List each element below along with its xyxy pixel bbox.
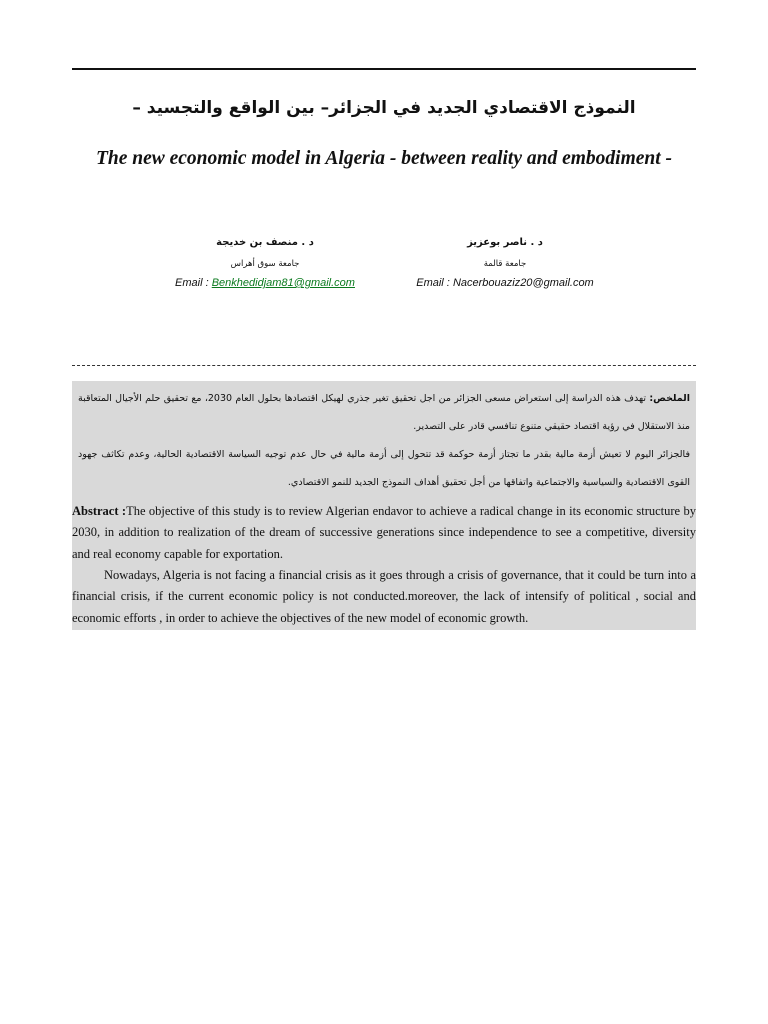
english-abstract-text: The objective of this study is to review Algerian endavor to achieve a radical change in its economic structure by 2030, in addition to realization of the dream of successive generations since independence to see a competitive, diversity and real economy capable for exportation. xyxy=(72,504,696,561)
english-abstract-label: Abstract : xyxy=(72,504,127,518)
author-affiliation: جامعة قالمة xyxy=(483,259,527,269)
email-label: Email : xyxy=(175,277,209,289)
author-name: د . ناصر بوعزيز xyxy=(467,237,543,248)
email-label: Email : xyxy=(416,277,450,289)
english-title: The new economic model in Algeria - between reality and embodiment - xyxy=(95,148,673,169)
email-address: Nacerbouaziz20@gmail.com xyxy=(452,277,594,289)
section-divider xyxy=(72,365,696,366)
english-abstract-paragraph xyxy=(72,501,696,565)
author-name: د . منصف بن خديجة xyxy=(216,237,314,248)
email-link[interactable]: Benkhedidjam81@gmail.com xyxy=(211,277,355,289)
abstract-box xyxy=(72,381,696,630)
author-block-right xyxy=(395,236,615,289)
author-email-line xyxy=(395,277,615,289)
english-abstract-paragraph: Nowadays, Algeria is not facing a financial crisis as it goes through a crisis of governance, that it could be turn into a financial crisis, if the current economic policy is not conducted.moreover, the lack of intensify of political , social and economic efforts , in order to achieve the objectives of the new model of economic growth. xyxy=(72,568,696,625)
arabic-title: النموذج الاقتصادي الجديد في الجزائر– بين الواقع والتجسيد – xyxy=(132,98,636,118)
arabic-abstract-paragraph xyxy=(78,385,690,441)
author-block-left xyxy=(150,236,380,289)
arabic-abstract-text: تهدف هذه الدراسة إلى استعراض مسعى الجزائر من اجل تحقيق تغير جذري لهيكل اقتصادها بحلول العام 2030، مع تحقيق حلم الأجيال المتعاقبة منذ الاستقلال في رؤية اقتصاد حقيقي متنوع تنافسي قادر على التصدير. xyxy=(78,393,690,432)
top-rule xyxy=(72,68,696,70)
author-affiliation: جامعة سوق أهراس xyxy=(230,259,300,269)
author-email-line xyxy=(150,277,380,289)
arabic-abstract-paragraph: فالجزائر اليوم لا تعيش أزمة مالية بقدر ما تجتاز أزمة حوكمة قد تتحول إلى أزمة مالية في حال عدم توجيه السياسة الاقتصادية الحالية، وعدم تكاثف جهود القوى الاقتصادية والسياسية والاجتماعية واتفاقها من أجل تحقيق أهداف النموذج الجديد للنمو الاقتصادي. xyxy=(78,449,690,488)
arabic-abstract-label: الملخص: xyxy=(649,393,690,404)
